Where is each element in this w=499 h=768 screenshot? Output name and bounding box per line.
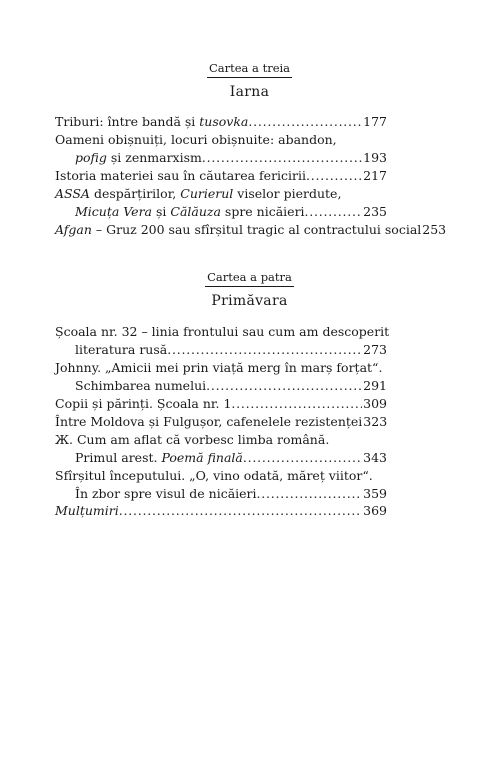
title-text: Copii și părinți. Școala nr. 1: [55, 396, 232, 411]
toc-entry-title: [55, 324, 389, 339]
dot-leader: [119, 502, 362, 520]
toc-entry-title: [55, 186, 341, 201]
toc-entry: [55, 395, 387, 413]
toc-entry: [75, 377, 387, 395]
italic-title-text: Călăuza: [170, 204, 221, 219]
toc-entry-title: [55, 413, 362, 431]
page-number: 323: [363, 414, 388, 429]
title-text: Istoria materiei sau în căutarea fericirii: [55, 168, 307, 183]
toc-entry: [55, 413, 387, 431]
toc-entry: [55, 467, 387, 485]
toc-entry-title: [75, 203, 305, 221]
toc-entry: [55, 502, 387, 520]
title-text: – Gruz 200 sau sfîrșitul tragic al contractului social: [91, 222, 422, 237]
page-number: 193: [363, 150, 387, 165]
part-three-title: Iarna: [229, 84, 270, 100]
page-number: 291: [363, 378, 387, 393]
toc-entry-title: [75, 341, 167, 359]
title-text: Sfîrșitul începutului. „O, vino odată, măreț viitor“.: [55, 468, 373, 483]
italic-title-text: Afgan: [55, 222, 92, 237]
page-number: 235: [363, 204, 387, 219]
italic-title-text: ASSA: [55, 186, 90, 201]
title-text: literatura rusă: [75, 342, 168, 357]
toc-entry-title: [75, 377, 206, 395]
toc-entry-title: [55, 432, 329, 447]
part-four-label: Cartea a patra: [205, 271, 294, 287]
toc-entry: [75, 449, 387, 467]
dot-leader: [257, 485, 363, 503]
part-three-label: Cartea a treia: [207, 62, 292, 78]
title-text: Triburi: între bandă și: [55, 114, 200, 129]
page-number: 309: [363, 396, 387, 411]
toc-entry-title: [55, 113, 248, 131]
dot-leader: [243, 449, 362, 467]
toc-entry: [55, 221, 447, 239]
dot-leader: [306, 167, 362, 185]
page-number: 343: [363, 450, 387, 465]
toc-entry: [55, 113, 387, 131]
toc-entry: [55, 185, 387, 203]
toc-entry-title: [55, 502, 119, 520]
dot-leader: [248, 113, 362, 131]
title-text: Școala nr. 32 – linia frontului sau cum am descoperit: [55, 324, 390, 339]
toc-entry: [75, 149, 387, 167]
toc-entry: [55, 167, 387, 185]
page-number: 369: [363, 503, 387, 518]
toc-entry: [75, 203, 387, 221]
title-text: În zbor spre visul de nicăieri: [75, 486, 257, 501]
part-four-heading: [0, 266, 499, 309]
dot-leader: [167, 341, 362, 359]
page-number: 253: [422, 222, 447, 237]
page-number: 273: [363, 342, 387, 357]
toc-entry-title: [55, 360, 382, 375]
toc-entry-title: [75, 149, 202, 167]
page-number: 177: [363, 114, 387, 129]
title-text: Schimbarea numelui: [75, 378, 207, 393]
italic-title-text: tusovka: [199, 114, 249, 129]
page-number: 359: [363, 486, 387, 501]
toc-entry-title: [75, 485, 257, 503]
part-three-heading: [0, 57, 499, 100]
toc-entry-title: [55, 132, 337, 147]
toc-entry: [75, 341, 387, 359]
title-text: și: [152, 204, 171, 219]
dot-leader: [231, 395, 362, 413]
toc-entry: [55, 431, 387, 449]
dot-leader: [202, 149, 362, 167]
dot-leader: [305, 203, 363, 221]
title-text: Oameni obișnuiți, locuri obișnuite: abandon,: [55, 132, 337, 147]
title-text: viselor pierdute,: [233, 186, 342, 201]
toc-entry: [55, 359, 387, 377]
toc-entry-title: [55, 221, 421, 239]
title-text: și zenmarxism: [106, 150, 202, 165]
italic-title-text: Micuța Vera: [75, 204, 153, 219]
title-text: Primul arest.: [75, 450, 162, 465]
title-text: Între Moldova și Fulgușor, cafenelele rezistenței: [55, 414, 363, 429]
page-number: 217: [363, 168, 387, 183]
title-text: spre nicăieri: [220, 204, 305, 219]
toc-entry-title: [55, 395, 231, 413]
italic-title-text: Mulțumiri: [55, 503, 119, 518]
part-four-title: Primăvara: [211, 293, 288, 309]
toc-entry-title: [55, 468, 373, 483]
toc-entry: [55, 131, 387, 149]
toc-entry-title: [75, 449, 243, 467]
italic-title-text: Poemă finală: [161, 450, 243, 465]
title-text: Ж. Cum am aflat că vorbesc limba română.: [55, 432, 330, 447]
italic-title-text: Curierul: [180, 186, 234, 201]
toc-entry-title: [55, 167, 306, 185]
dot-leader: [206, 377, 362, 395]
italic-title-text: pofig: [75, 150, 107, 165]
title-text: Johnny. „Amicii mei prin viață merg în marș forțat“.: [55, 360, 383, 375]
title-text: despărțirilor,: [89, 186, 181, 201]
toc-entry: [75, 485, 387, 503]
toc-entry: [55, 323, 390, 341]
